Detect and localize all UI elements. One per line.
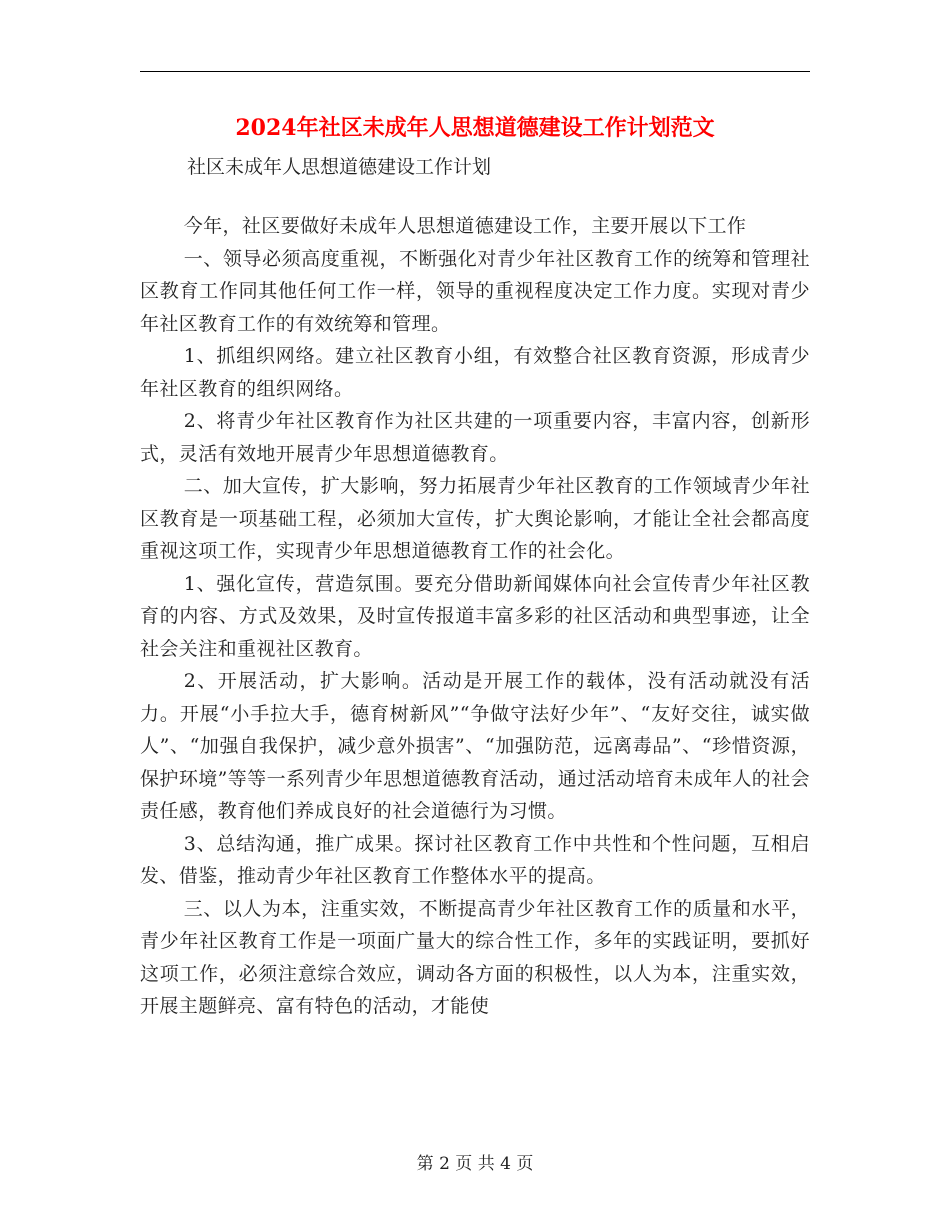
paragraph-section-2: 二、加大宣传，扩大影响，努力拓展青少年社区教育的工作领域青少年社区教育是一项基础工程，必须加大宣传，扩大舆论影响，才能让全社会都高度重视这项工作，实现青少年思想道德教育工作的社会化。 bbox=[140, 475, 810, 562]
document-title: 2024年社区未成年人思想道德建设工作计划范文 bbox=[235, 115, 715, 141]
paragraph-section-1: 一、领导必须高度重视，不断强化对青少年社区教育工作的统筹和管理社区教育工作同其他任何工作一样，领导的重视程度决定工作力度。实现对青少年社区教育工作的有效统筹和管理。 bbox=[140, 247, 810, 335]
document-body bbox=[140, 210, 810, 1023]
paragraph-2-1: 1、强化宣传，营造氛围。要充分借助新闻媒体向社会宣传青少年社区教育的内容、方式及效果，及时宣传报道丰富多彩的社区活动和典型事迹，让全社会关注和重视社区教育。 bbox=[140, 572, 810, 660]
paragraph-1-2: 2、将青少年社区教育作为社区共建的一项重要内容，丰富内容，创新形式，灵活有效地开展青少年思想道德教育。 bbox=[140, 410, 810, 465]
paragraph-2-2: 2、开展活动，扩大影响。活动是开展工作的载体，没有活动就没有活力。开展“小手拉大手，德育树新风”“争做守法好少年”、“友好交往，诚实做人”、“加强自我保护，减少意外损害”、“加强防范，远离毒品”、“珍惜资源，保护环境”等等一系列青少年思想道德教育活动，通过活动培育未成年人的社会责任感，教育他们养成良好的社会道德行为习惯。 bbox=[140, 670, 810, 822]
paragraph-intro: 今年，社区要做好未成年人思想道德建设工作，主要开展以下工作 bbox=[183, 215, 747, 237]
header-rule bbox=[140, 71, 810, 72]
paragraph-2-3: 3、总结沟通，推广成果。探讨社区教育工作中共性和个性问题，互相启发、借鉴，推动青少年社区教育工作整体水平的提高。 bbox=[140, 832, 810, 887]
paragraph-1-1: 1、抓组织网络。建立社区教育小组，有效整合社区教育资源，形成青少年社区教育的组织网络。 bbox=[140, 345, 810, 400]
document-subtitle: 社区未成年人思想道德建设工作计划 bbox=[187, 156, 492, 178]
page-number-footer: 第 2 页 共 4 页 bbox=[416, 1154, 534, 1174]
paragraph-section-3: 三、以人为本，注重实效，不断提高青少年社区教育工作的质量和水平，青少年社区教育工作是一项面广量大的综合性工作，多年的实践证明，要抓好这项工作，必须注意综合效应，调动各方面的积极性，以人为本，注重实效，开展主题鲜亮、富有特色的活动，才能使 bbox=[140, 897, 810, 1017]
